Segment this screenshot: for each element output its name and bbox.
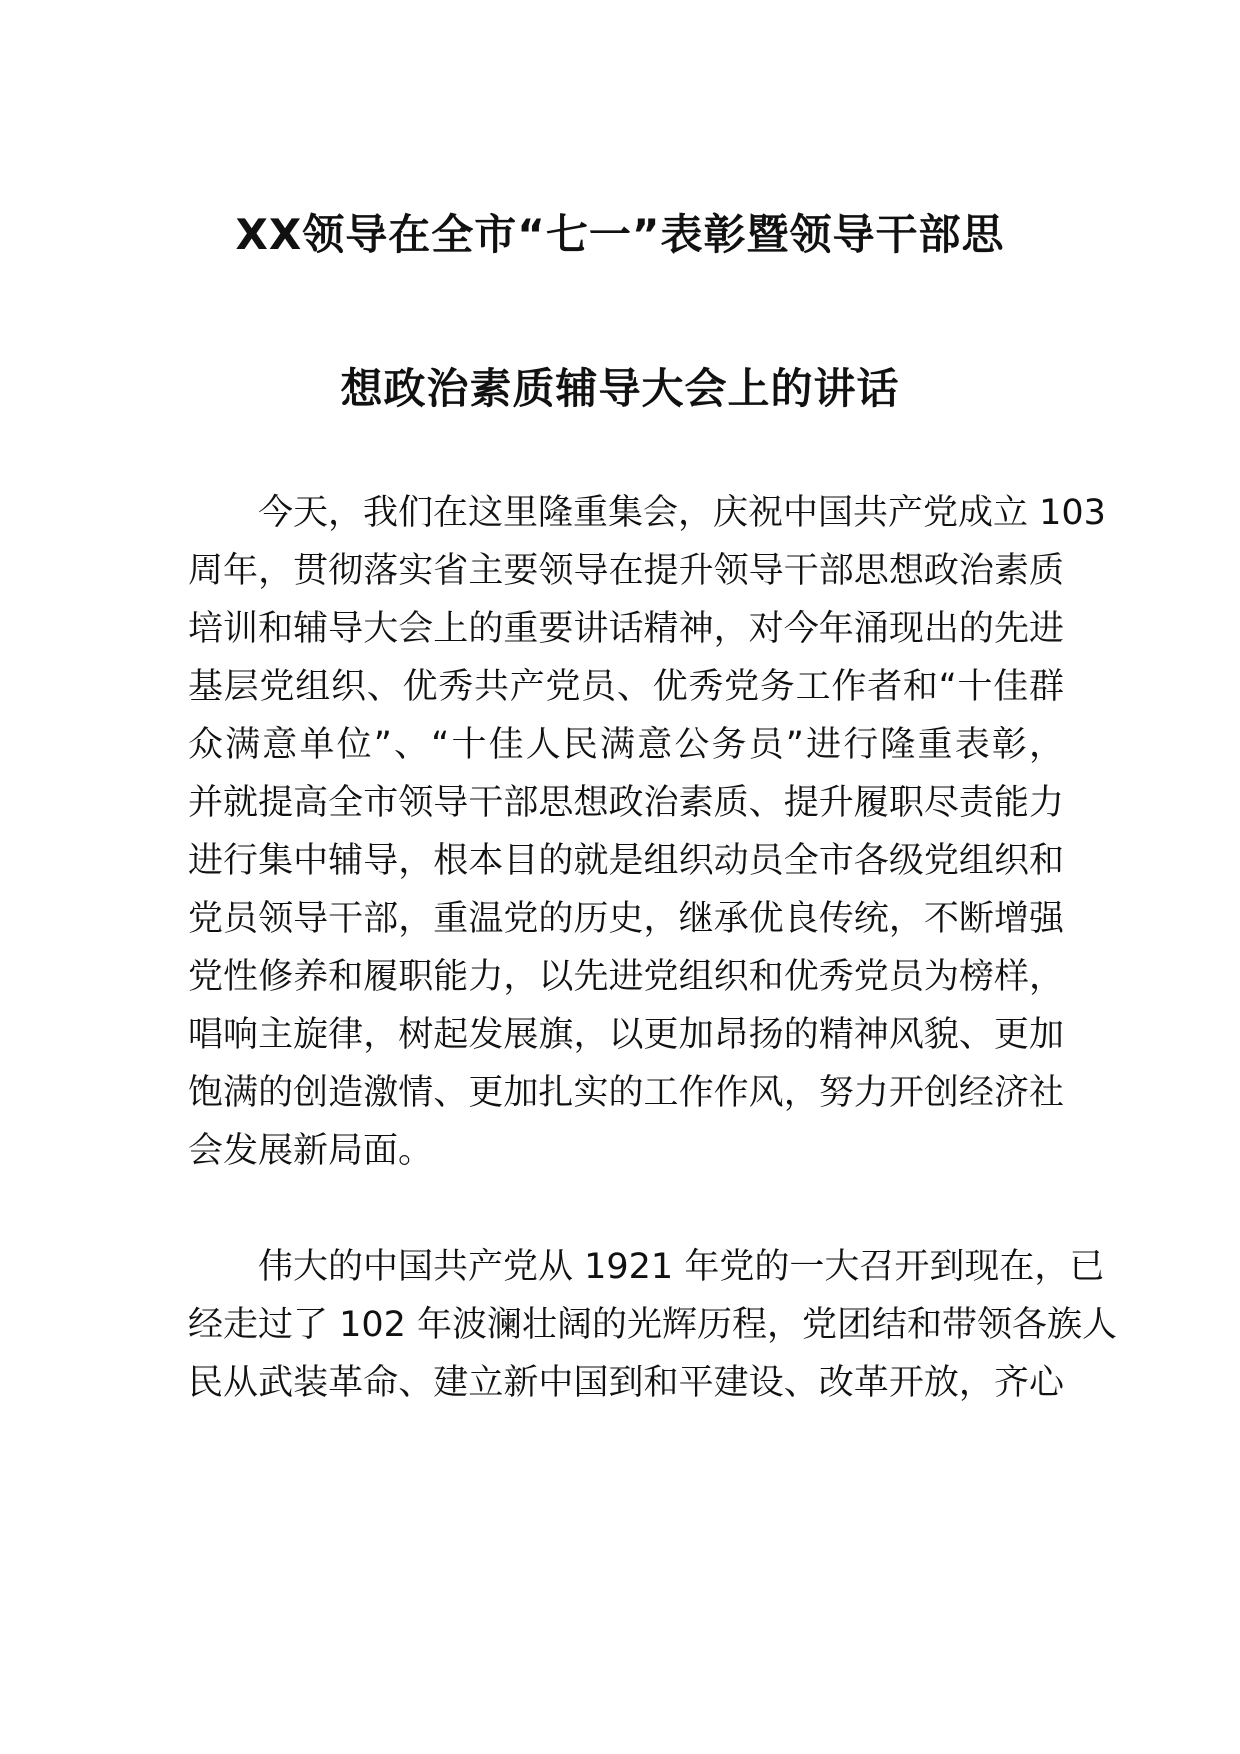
title-line-1: XX领导在全市“七一”表彰暨领导干部思 <box>235 210 1005 259</box>
paragraph-line: 党员领导干部，重温党的历史，继承优良传统，不断增强 <box>188 899 1064 939</box>
paragraph-line: 饱满的创造激情、更加扎实的工作作风，努力开创经济社 <box>188 1073 1064 1113</box>
paragraph-line: 唱响主旋律，树起发展旗，以更加昂扬的精神风貌、更加 <box>188 1015 1064 1055</box>
paragraph-line: 众满意单位”、“十佳人民满意公务员”进行隆重表彰， <box>188 725 1064 765</box>
paragraph-line: 经走过了 102 年波澜壮阔的光辉历程，党团结和带领各族人 <box>188 1305 1118 1345</box>
paragraph-line: 党性修养和履职能力，以先进党组织和优秀党员为榜样， <box>188 957 1064 997</box>
paragraph-line: 民从武装革命、建立新中国到和平建设、改革开放，齐心 <box>188 1363 1064 1403</box>
paragraph-line: 伟大的中国共产党从 1921 年党的一大召开到现在，已 <box>258 1247 1105 1287</box>
paragraph-line: 会发展新局面。 <box>188 1131 434 1171</box>
paragraph-line: 今天，我们在这里隆重集会，庆祝中国共产党成立 103 <box>258 493 1106 533</box>
paragraph-line: 进行集中辅导，根本目的就是组织动员全市各级党组织和 <box>188 841 1064 881</box>
paragraph-line: 周年，贯彻落实省主要领导在提升领导干部思想政治素质 <box>188 551 1064 591</box>
paragraph-line: 基层党组织、优秀共产党员、优秀党务工作者和“十佳群 <box>188 667 1064 707</box>
paragraph-line: 并就提高全市领导干部思想政治素质、提升履职尽责能力 <box>188 783 1064 823</box>
paragraph-line: 培训和辅导大会上的重要讲话精神，对今年涌现出的先进 <box>188 609 1064 649</box>
title-line-2: 想政治素质辅导大会上的讲话 <box>340 364 900 413</box>
